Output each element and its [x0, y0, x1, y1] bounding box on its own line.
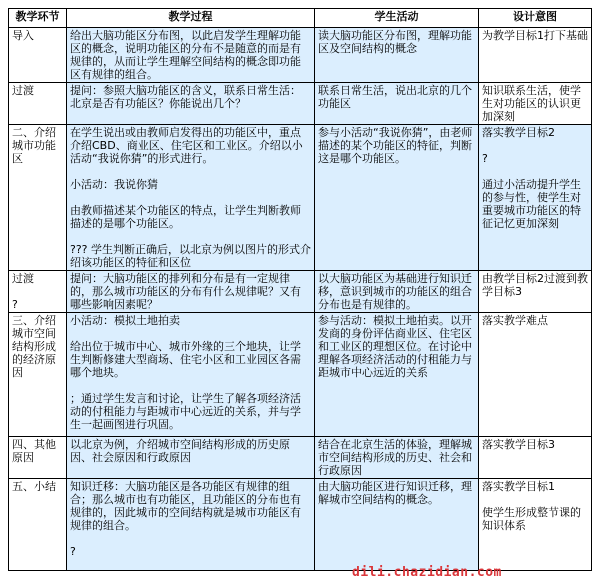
process-paragraph: 小活动：模拟土地拍卖	[70, 314, 180, 327]
activity-paragraph: 由大脑功能区进行知识迁移，理解城市空间结构的概念。	[318, 480, 472, 506]
header-intent: 设计意图	[479, 9, 592, 28]
activity-paragraph: 参与小活动“我说你猜”，由老师描述的某个功能区的特征，判断这是哪个功能区。	[318, 126, 473, 165]
table-row	[9, 437, 592, 479]
process-cell	[67, 437, 315, 479]
process-paragraph: 知识迁移：大脑功能区是各功能区有规律的组合；那么城市也有功能区，且功能区的分布也有规律的，因此城市的空间结构就是城市功能区有规律的组合。	[70, 480, 301, 532]
table-row	[9, 28, 592, 83]
process-cell	[67, 313, 315, 437]
process-paragraph: ?	[70, 545, 76, 558]
process-cell	[67, 479, 315, 571]
activity-cell	[315, 437, 479, 479]
activity-cell	[315, 28, 479, 83]
process-paragraph: 在学生说出或由教师启发得出的功能区中，重点介绍CBD、商业区、住宅区和工业区。介绍以小活动“我说你猜”的形式进行。	[70, 126, 303, 165]
activity-cell	[315, 125, 479, 271]
lesson-plan-table	[8, 8, 592, 571]
intent-cell	[479, 125, 592, 271]
activity-paragraph: 联系日常生活，说出北京的几个功能区	[318, 84, 472, 110]
intent-paragraph: 由教学目标2过渡到教学目标3	[482, 272, 588, 298]
table-row	[9, 313, 592, 437]
process-cell	[67, 271, 315, 313]
header-row	[9, 9, 592, 28]
intent-cell	[479, 437, 592, 479]
intent-paragraph: 为教学目标1打下基础	[482, 29, 588, 42]
intent-paragraph: 落实教学目标3	[482, 438, 555, 451]
table-row	[9, 479, 592, 571]
process-paragraph: 提问：大脑功能区的排列和分布是有一定规律的，那么城市功能区的分布有什么规律呢？又有哪些影响因素呢？	[70, 272, 301, 311]
intent-cell	[479, 479, 592, 571]
intent-paragraph: 落实教学目标1	[482, 480, 555, 493]
intent-paragraph: 落实教学目标2	[482, 126, 555, 139]
header-activity: 学生活动	[315, 9, 479, 28]
table-row	[9, 125, 592, 271]
process-cell	[67, 125, 315, 271]
activity-cell	[315, 479, 479, 571]
process-paragraph: 以北京为例，介绍城市空间结构形成的历史原因、社会原因和行政原因	[70, 438, 290, 464]
intent-paragraph: 落实教学难点	[482, 314, 548, 327]
process-paragraph: 小活动：我说你猜	[70, 178, 158, 191]
stage-cell: 过渡	[9, 83, 67, 125]
activity-paragraph: 参与活动：模拟土地拍卖。以开发商的身份评估商业区、住宅区和工业区的理想区位。在讨论中理解各项经济活动的付租能力与距城市中心远近的关系	[318, 314, 472, 379]
process-cell	[67, 83, 315, 125]
stage-cell: 过渡 ?	[9, 271, 67, 313]
stage-cell: 导入	[9, 28, 67, 83]
intent-cell	[479, 83, 592, 125]
activity-cell	[315, 313, 479, 437]
intent-cell	[479, 28, 592, 83]
process-paragraph: 给出大脑功能区分布图，以此启发学生理解功能区的概念，说明功能区的分布不是随意的而是有规律的，从而让学生理解空间结构的概念即功能区有规律的组合。	[70, 29, 301, 81]
process-paragraph: 由教师描述某个功能区的特点，让学生判断教师描述的是哪个功能区。	[70, 204, 301, 230]
watermark: dili.chazidian.com	[352, 565, 502, 580]
process-paragraph: 提问：参照大脑功能区的含义，联系日常生活：北京是否有功能区？你能说出几个？	[70, 84, 301, 110]
activity-cell	[315, 271, 479, 313]
stage-cell: 三、介绍城市空间结构形成的经济原因	[9, 313, 67, 437]
stage-cell: 四、其他原因	[9, 437, 67, 479]
intent-paragraph: ?	[482, 152, 488, 165]
activity-paragraph: 读大脑功能区分布图，理解功能区及空间结构的概念	[318, 29, 472, 55]
process-paragraph: ；通过学生发言和讨论，让学生了解各项经济活动的付租能力与距城市中心远近的关系，并与学生一起画图进行巩固。	[70, 392, 301, 431]
activity-cell	[315, 83, 479, 125]
table-row	[9, 271, 592, 313]
stage-cell: 二、介绍城市功能区	[9, 125, 67, 271]
intent-cell	[479, 313, 592, 437]
header-process: 教学过程	[67, 9, 315, 28]
process-cell	[67, 28, 315, 83]
table-row	[9, 83, 592, 125]
intent-paragraph: 通过小活动提升学生的参与性，使学生对重要城市功能区的特征记忆更加深刻	[482, 178, 581, 230]
process-paragraph: 给出位于城市中心、城市外缘的三个地块，让学生判断修建大型商场、住宅小区和工业园区各需哪个地块。	[70, 340, 301, 379]
header-stage: 教学环节	[9, 9, 67, 28]
activity-paragraph: 结合在北京生活的体验，理解城市空间结构形成的历史、社会和行政原因	[318, 438, 472, 477]
process-paragraph: ??? 学生判断正确后，以北京为例以图片的形式介绍该功能区的特征和区位	[70, 243, 312, 269]
intent-paragraph: 知识联系生活，使学生对功能区的认识更加深刻	[482, 84, 581, 123]
intent-paragraph: 使学生形成整节课的知识体系	[482, 506, 581, 532]
intent-cell	[479, 271, 592, 313]
stage-cell: 五、小结	[9, 479, 67, 571]
activity-paragraph: 以大脑功能区为基础进行知识迁移，意识到城市的功能区的组合分布也是有规律的。	[318, 272, 472, 311]
